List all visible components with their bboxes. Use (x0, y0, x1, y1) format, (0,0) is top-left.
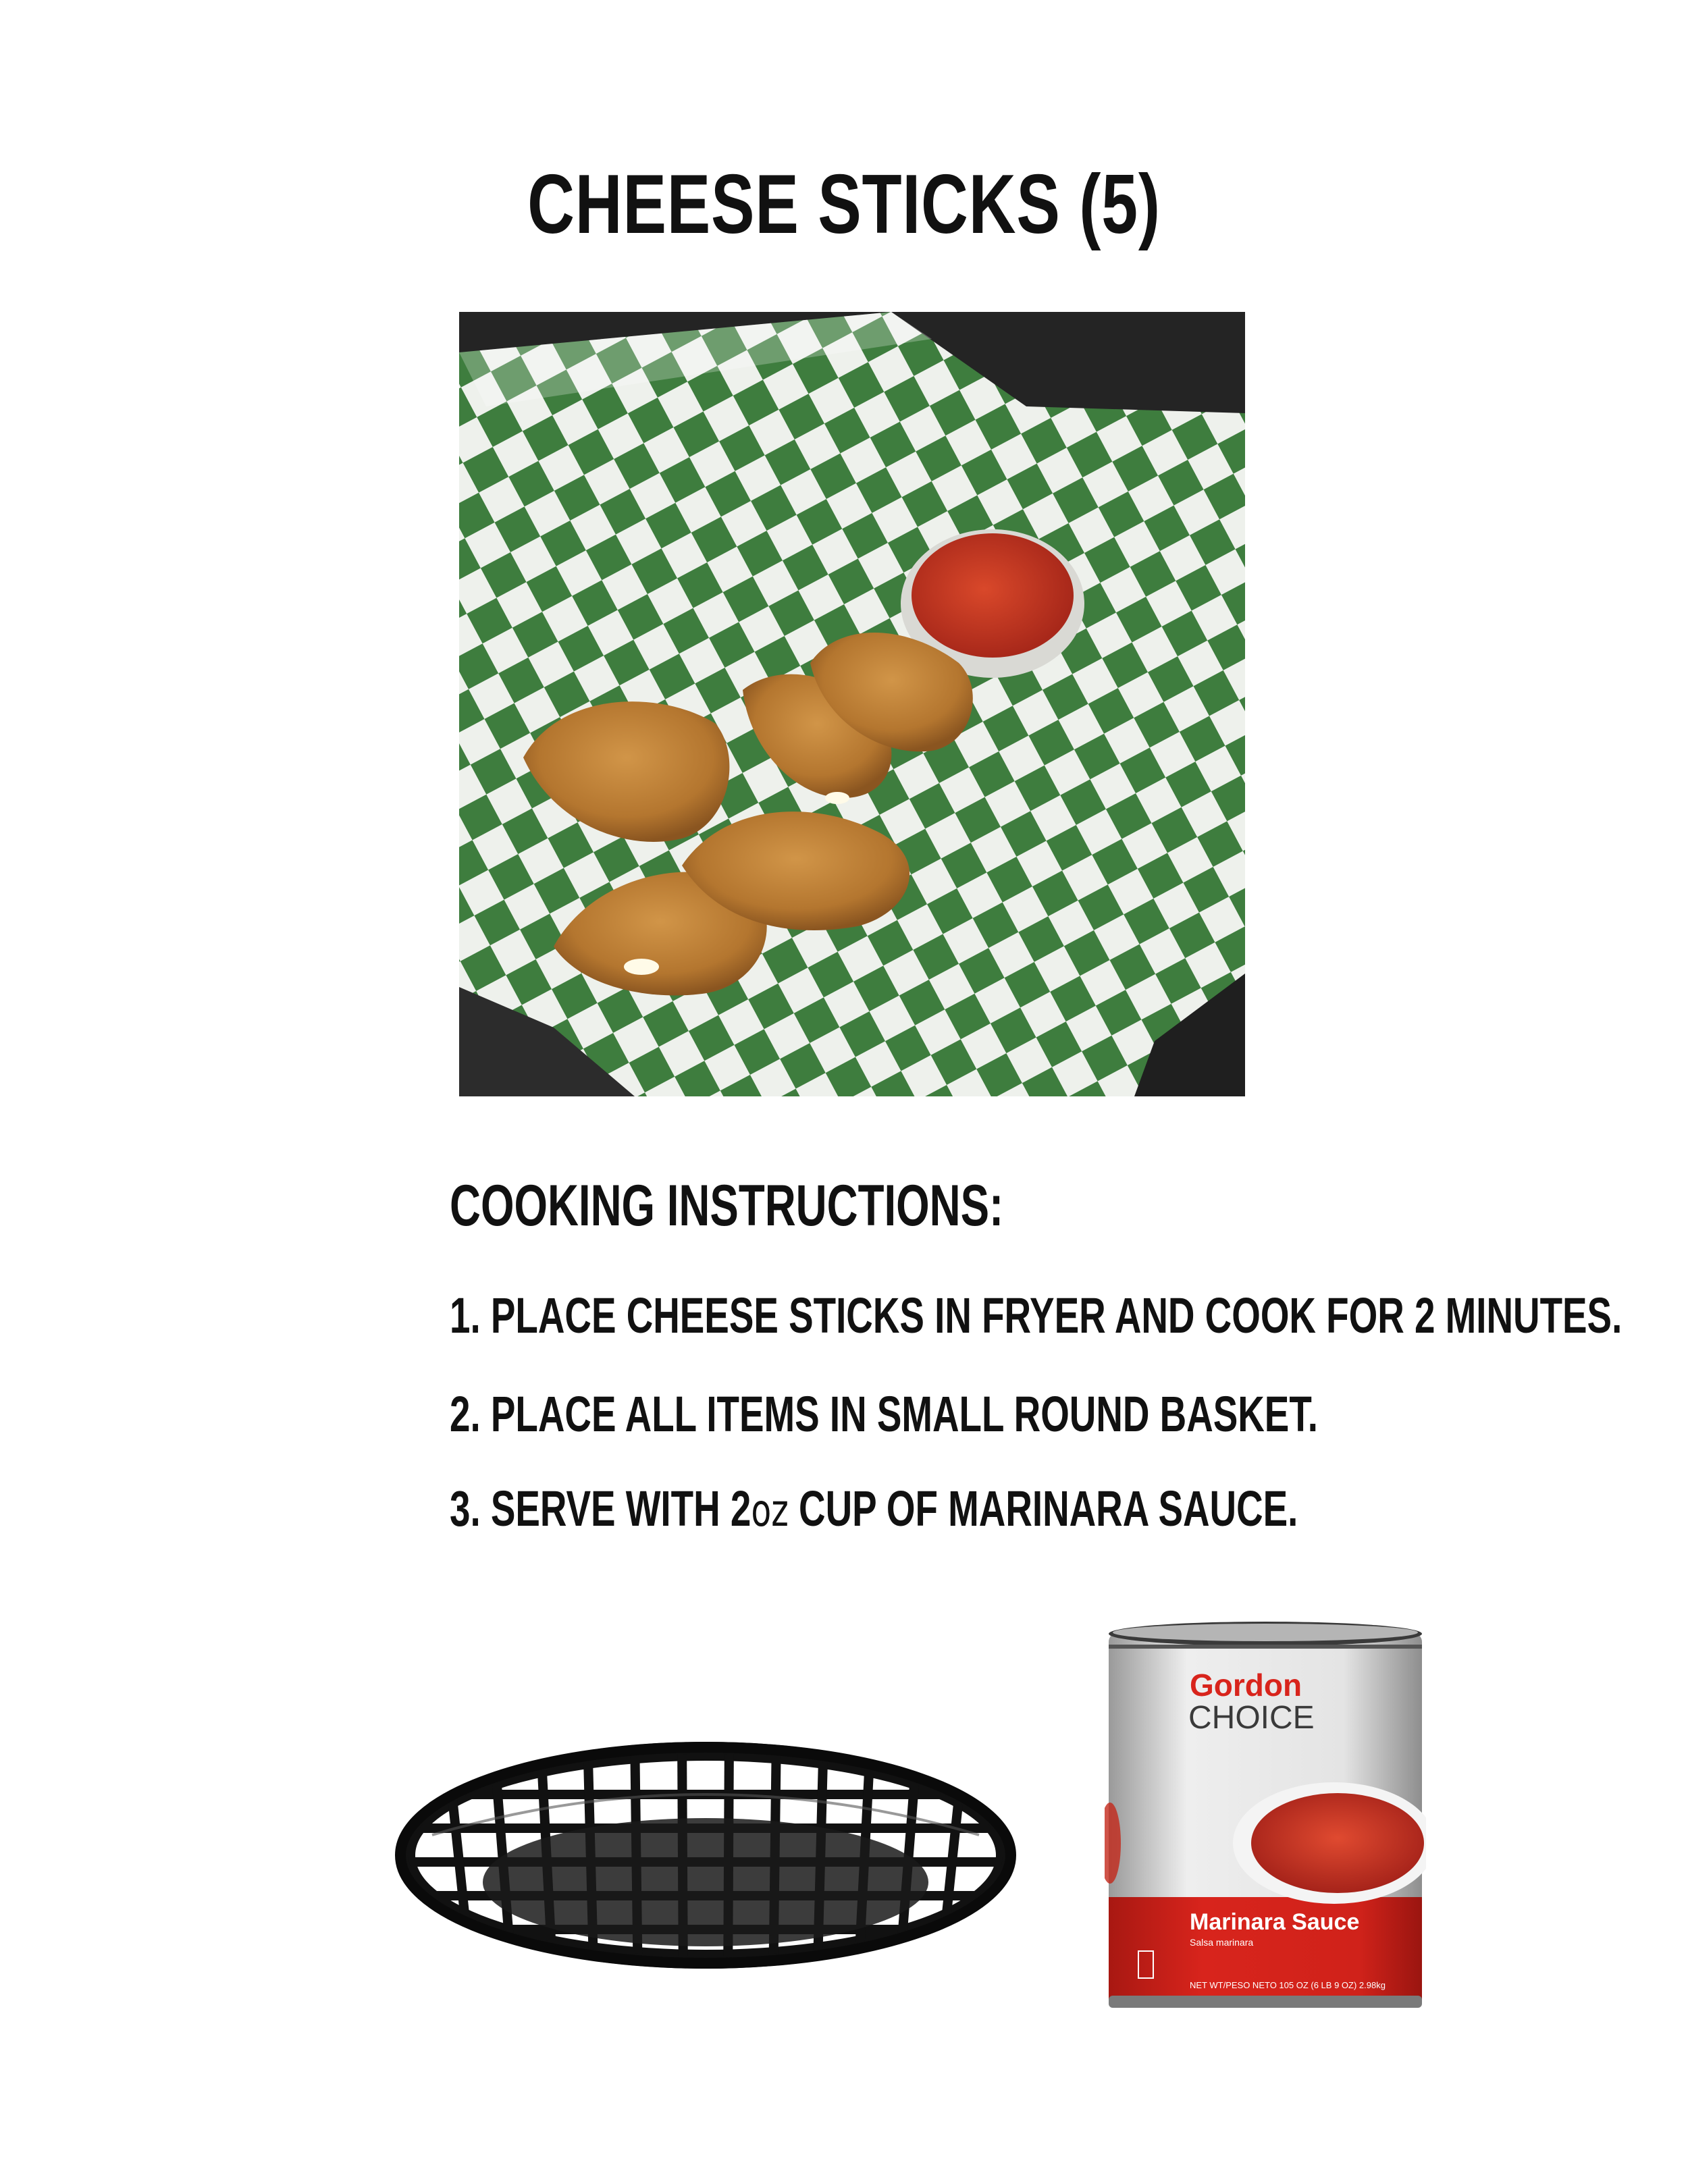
can-brand-top: Gordon (1190, 1668, 1302, 1703)
step-text: 3. SERVE WITH 2 (450, 1481, 751, 1537)
instruction-step: 1. PLACE CHEESE STICKS IN FRYER AND COOK FOR 2 MINUTES. (450, 1287, 1623, 1343)
can-product-sub: Salsa marinara (1190, 1937, 1254, 1948)
can-net-weight: NET WT/PESO NETO 105 OZ (6 LB 9 OZ) 2.98kg (1190, 1980, 1386, 1990)
round-basket-image (392, 1734, 1020, 1990)
can-product: Marinara Sauce (1190, 1909, 1360, 1935)
can-brand-bottom: CHOICE (1188, 1700, 1315, 1736)
instruction-step: 2. PLACE ALL ITEMS IN SMALL ROUND BASKET. (450, 1386, 1318, 1442)
unit-oz: oz (751, 1485, 789, 1537)
step-text: CUP OF MARINARA SAUCE. (788, 1481, 1298, 1537)
marinara-can-image (1105, 1620, 1426, 2013)
cheese-sticks-photo (459, 312, 1245, 1096)
page-title: CHEESE STICKS (5) (527, 158, 1161, 251)
instructions-heading: COOKING INSTRUCTIONS: (450, 1173, 1004, 1238)
instruction-step (450, 1479, 1298, 1541)
